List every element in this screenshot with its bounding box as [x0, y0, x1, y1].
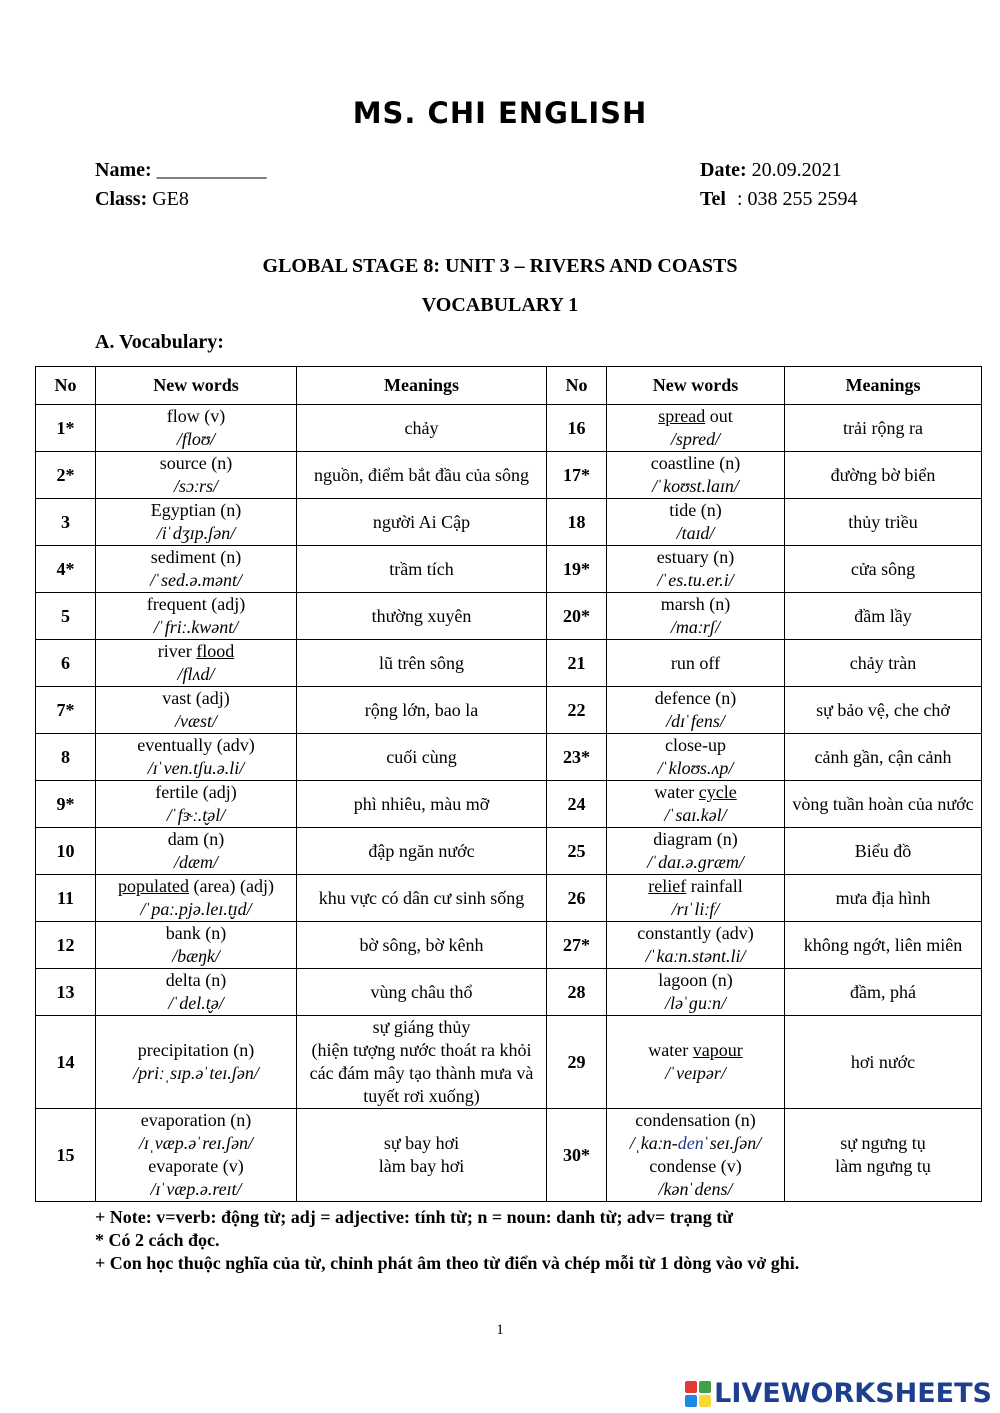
header-new-words: New words [96, 367, 297, 405]
row-number: 17* [547, 452, 607, 499]
meaning: lũ trên sông [297, 640, 547, 687]
word [611, 875, 780, 898]
meaning: đầm, phá [785, 969, 982, 1016]
meaning: mưa địa hình [785, 875, 982, 922]
header-new-words: New words [607, 367, 785, 405]
ipa: /ˈsed.ə.mənt/ [150, 570, 242, 590]
ipa: /spred/ [670, 429, 721, 449]
word-cell [607, 499, 785, 546]
note-line-1: + Note: v=verb: động từ; adj = adjective: tính từ; n = noun: danh từ; adv= trạng từ [95, 1207, 733, 1227]
word: vast (adj) [162, 688, 230, 708]
row-number: 16 [547, 405, 607, 452]
word-underlined: populated [118, 876, 190, 896]
meaning: chảy tràn [785, 640, 982, 687]
word: tide (n) [669, 500, 722, 520]
ipa: /flʌd/ [177, 664, 215, 684]
liveworksheets-logo-icon [685, 1381, 711, 1407]
meaning-cell [297, 1016, 547, 1109]
row-number: 20* [547, 593, 607, 640]
word-cell [607, 1016, 785, 1109]
meaning: sự ngưng tụ [840, 1133, 926, 1153]
row-number: 10 [36, 828, 96, 875]
meaning: chảy [297, 405, 547, 452]
page-title: MS. CHI ENGLISH [352, 96, 648, 130]
tel-label: Tel [700, 188, 726, 210]
header-meanings: Meanings [297, 367, 547, 405]
word-cell [607, 452, 785, 499]
ipa: /mɑːrʃ/ [670, 617, 721, 637]
word: defence (n) [654, 688, 737, 708]
row-number: 22 [547, 687, 607, 734]
meaning: vùng châu thổ [297, 969, 547, 1016]
word-rest: (area) (adj) [189, 876, 274, 896]
row-number: 26 [547, 875, 607, 922]
word-cell [607, 1109, 785, 1202]
row-number: 11 [36, 875, 96, 922]
table-row [36, 875, 982, 922]
header-no: No [547, 367, 607, 405]
ipa-part: /ˌkaːn- [629, 1133, 678, 1153]
word: estuary (n) [656, 547, 735, 567]
row-number: 3 [36, 499, 96, 546]
ipa: /ˈkloʊs.ʌp/ [657, 758, 734, 778]
row-number: 19* [547, 546, 607, 593]
meaning: rộng lớn, bao la [297, 687, 547, 734]
word-cell [607, 922, 785, 969]
page-number: 1 [496, 1322, 504, 1338]
word: delta (n) [165, 970, 227, 990]
meaning: người Ai Cập [297, 499, 547, 546]
word-cell [96, 922, 297, 969]
word-cell [96, 781, 297, 828]
meaning: hơi nước [785, 1016, 982, 1109]
ipa: /ˈkaːn.stənt.li/ [645, 946, 746, 966]
meaning: trải rộng ra [785, 405, 982, 452]
word [611, 1039, 780, 1062]
word-rest: water [648, 1040, 693, 1060]
word-underlined: relief [648, 876, 687, 896]
meaning: bờ sông, bờ kênh [297, 922, 547, 969]
meaning: thủy triều [785, 499, 982, 546]
class-line [95, 188, 189, 211]
date-label: Date: [700, 159, 747, 181]
word-rest: rainfall [686, 876, 743, 896]
word-cell [96, 546, 297, 593]
header-no: No [36, 367, 96, 405]
ipa: /kənˈdens/ [658, 1179, 733, 1199]
ipa: /ˈfriː.kwənt/ [153, 617, 239, 637]
word-cell [96, 640, 297, 687]
ipa [611, 1132, 780, 1155]
header-meanings: Meanings [785, 367, 982, 405]
meaning: không ngớt, liên miên [785, 922, 982, 969]
ipa: /ˈfɝː.t̬əl/ [166, 805, 226, 825]
word-cell [96, 734, 297, 781]
class-label: Class: [95, 188, 148, 210]
word-cell [96, 687, 297, 734]
table-row [36, 922, 982, 969]
word: constantly (adv) [637, 923, 754, 943]
meaning: trầm tích [297, 546, 547, 593]
section-title: VOCABULARY 1 [421, 294, 579, 316]
meaning: nguồn, điểm bắt đầu của sông [297, 452, 547, 499]
word-cell [607, 640, 785, 687]
word: frequent (adj) [146, 594, 246, 614]
ipa: /ˈsaɪ.kəl/ [664, 805, 727, 825]
word-cell [607, 875, 785, 922]
word-underlined: vapour [692, 1040, 743, 1060]
row-number: 6 [36, 640, 96, 687]
meaning: sự bay hơi [383, 1133, 460, 1153]
word-rest: out [705, 406, 733, 426]
word-cell [96, 452, 297, 499]
word-cell [607, 593, 785, 640]
meaning-cell [785, 1109, 982, 1202]
word: bank (n) [165, 923, 227, 943]
word-cell [96, 969, 297, 1016]
meaning: vòng tuần hoàn của nước [785, 781, 982, 828]
ipa: /bæŋk/ [172, 946, 220, 966]
word: run off [670, 652, 721, 673]
meaning: khu vực có dân cư sinh sống [297, 875, 547, 922]
word: close-up [665, 735, 726, 755]
word-cell [96, 875, 297, 922]
table-row [36, 405, 982, 452]
word-cell [607, 405, 785, 452]
word [100, 640, 292, 663]
ipa: /ˈpaː.pjə.leɪ.t̬ɪd/ [140, 899, 252, 919]
ipa: /ˈkoʊst.laɪn/ [652, 476, 739, 496]
tel-value: : 038 255 2594 [736, 188, 858, 210]
word [100, 875, 292, 898]
row-number: 7* [36, 687, 96, 734]
word-cell [607, 969, 785, 1016]
row-number: 18 [547, 499, 607, 546]
watermark-text: LIVEWORKSHEETS [714, 1378, 992, 1409]
table-row [36, 640, 982, 687]
meaning-detail: (hiện tượng nước thoát ra khỏi các đám mây tạo thành mưa và tuyết rơi xuống) [309, 1040, 534, 1106]
meaning: cuối cùng [297, 734, 547, 781]
table-row [36, 499, 982, 546]
word: sediment (n) [150, 547, 242, 567]
vocabulary-table [35, 366, 982, 1202]
row-number: 4* [36, 546, 96, 593]
word-cell [96, 1109, 297, 1202]
liveworksheets-watermark [685, 1378, 992, 1409]
meaning: phì nhiêu, màu mỡ [297, 781, 547, 828]
meaning-cell [297, 1109, 547, 1202]
name-value: ___________ [156, 159, 267, 181]
word: condensation (n) [635, 1110, 756, 1130]
ipa: /sɔːrs/ [173, 476, 218, 496]
row-number: 27* [547, 922, 607, 969]
subsection-title: A. Vocabulary: [95, 331, 224, 353]
word-cell [96, 828, 297, 875]
ipa: /ɪˈvæp.ə.reɪt/ [150, 1179, 242, 1199]
meaning: cảnh gần, cận cảnh [785, 734, 982, 781]
word: diagram (n) [653, 829, 738, 849]
word-cell [607, 781, 785, 828]
meaning: sự giáng thủy [372, 1017, 471, 1037]
word: marsh (n) [660, 594, 731, 614]
row-number: 14 [36, 1016, 96, 1109]
ipa: /rɪˈliːf/ [671, 899, 720, 919]
name-line [95, 159, 267, 182]
ipa: /dæm/ [173, 852, 218, 872]
word-cell [607, 687, 785, 734]
row-number: 24 [547, 781, 607, 828]
table-row [36, 1109, 982, 1202]
meaning: làm ngưng tụ [835, 1156, 931, 1176]
row-number: 2* [36, 452, 96, 499]
row-number: 25 [547, 828, 607, 875]
ipa: /ˈveɪpər/ [665, 1063, 726, 1083]
table-row [36, 969, 982, 1016]
date-line [700, 159, 842, 182]
table-header-row [36, 367, 982, 405]
word-cell [607, 734, 785, 781]
table-row [36, 593, 982, 640]
note-line-2: * Có 2 cách đọc. [95, 1230, 220, 1250]
word-cell [607, 546, 785, 593]
word-cell [96, 405, 297, 452]
word: precipitation (n) [137, 1040, 255, 1060]
meaning: đường bờ biển [785, 452, 982, 499]
table-row [36, 734, 982, 781]
word-rest: water [654, 782, 699, 802]
word: lagoon (n) [658, 970, 733, 990]
table-row [36, 687, 982, 734]
ipa: /væst/ [174, 711, 217, 731]
word-cell [96, 1016, 297, 1109]
tel-line [700, 188, 858, 211]
table-row [36, 452, 982, 499]
ipa: /dɪˈfens/ [666, 711, 725, 731]
table-row [36, 1016, 982, 1109]
row-number: 15 [36, 1109, 96, 1202]
row-number: 29 [547, 1016, 607, 1109]
word [611, 405, 780, 428]
word-underlined: cycle [698, 782, 737, 802]
ipa-highlight: den [677, 1133, 704, 1153]
word [611, 781, 780, 804]
row-number: 28 [547, 969, 607, 1016]
word: dam (n) [167, 829, 225, 849]
word: coastline (n) [650, 453, 741, 473]
word-rest: river [157, 641, 197, 661]
word: Egyptian (n) [150, 500, 242, 520]
row-number: 21 [547, 640, 607, 687]
row-number: 8 [36, 734, 96, 781]
word-cell [96, 593, 297, 640]
table-row [36, 546, 982, 593]
word-cell [607, 828, 785, 875]
meaning: thường xuyên [297, 593, 547, 640]
unit-title: GLOBAL STAGE 8: UNIT 3 – RIVERS AND COASTS [262, 255, 738, 277]
ipa: /taɪd/ [676, 523, 715, 543]
ipa: /ˈes.tu.er.i/ [657, 570, 734, 590]
meaning: đầm lầy [785, 593, 982, 640]
meaning: làm bay hơi [378, 1156, 465, 1176]
class-value: GE8 [152, 188, 189, 210]
word: condense (v) [649, 1156, 742, 1176]
word: source (n) [159, 453, 233, 473]
meaning: Biểu đồ [785, 828, 982, 875]
row-number: 12 [36, 922, 96, 969]
date-value: 20.09.2021 [751, 159, 842, 181]
name-label: Name: [95, 159, 152, 181]
meaning: cửa sông [785, 546, 982, 593]
ipa: /ˈdel.t̬ə/ [168, 993, 224, 1013]
ipa-part: ˈseɪ.ʃən/ [703, 1133, 762, 1153]
ipa: /ɪˌvæp.əˈreɪ.ʃən/ [138, 1133, 254, 1153]
word: eventually (adv) [137, 735, 255, 755]
meaning: sự bảo vệ, che chở [785, 687, 982, 734]
ipa: /ɪˈven.tʃu.ə.li/ [147, 758, 245, 778]
word-underlined: flood [196, 641, 235, 661]
row-number: 23* [547, 734, 607, 781]
ipa: /ləˈɡuːn/ [665, 993, 726, 1013]
word: fertile (adj) [155, 782, 237, 802]
ipa: /priːˌsɪp.əˈteɪ.ʃən/ [133, 1063, 259, 1083]
row-number: 30* [547, 1109, 607, 1202]
row-number: 5 [36, 593, 96, 640]
meaning: đập ngăn nước [297, 828, 547, 875]
row-number: 9* [36, 781, 96, 828]
word: evaporate (v) [148, 1156, 244, 1176]
word-cell [96, 499, 297, 546]
word: evaporation (n) [140, 1110, 252, 1130]
ipa: /ˈdaɪ.ə.ɡræm/ [647, 852, 744, 872]
row-number: 1* [36, 405, 96, 452]
row-number: 13 [36, 969, 96, 1016]
note-line-3: + Con học thuộc nghĩa của từ, chỉnh phát âm theo từ điển và chép mỗi từ 1 dòng vào vở ghi. [95, 1253, 800, 1273]
ipa: /floʊ/ [176, 429, 216, 449]
table-row [36, 781, 982, 828]
word-underlined: spread [658, 406, 706, 426]
word: flow (v) [166, 406, 226, 426]
table-row [36, 828, 982, 875]
ipa: /iˈdʒɪp.ʃən/ [156, 523, 236, 543]
